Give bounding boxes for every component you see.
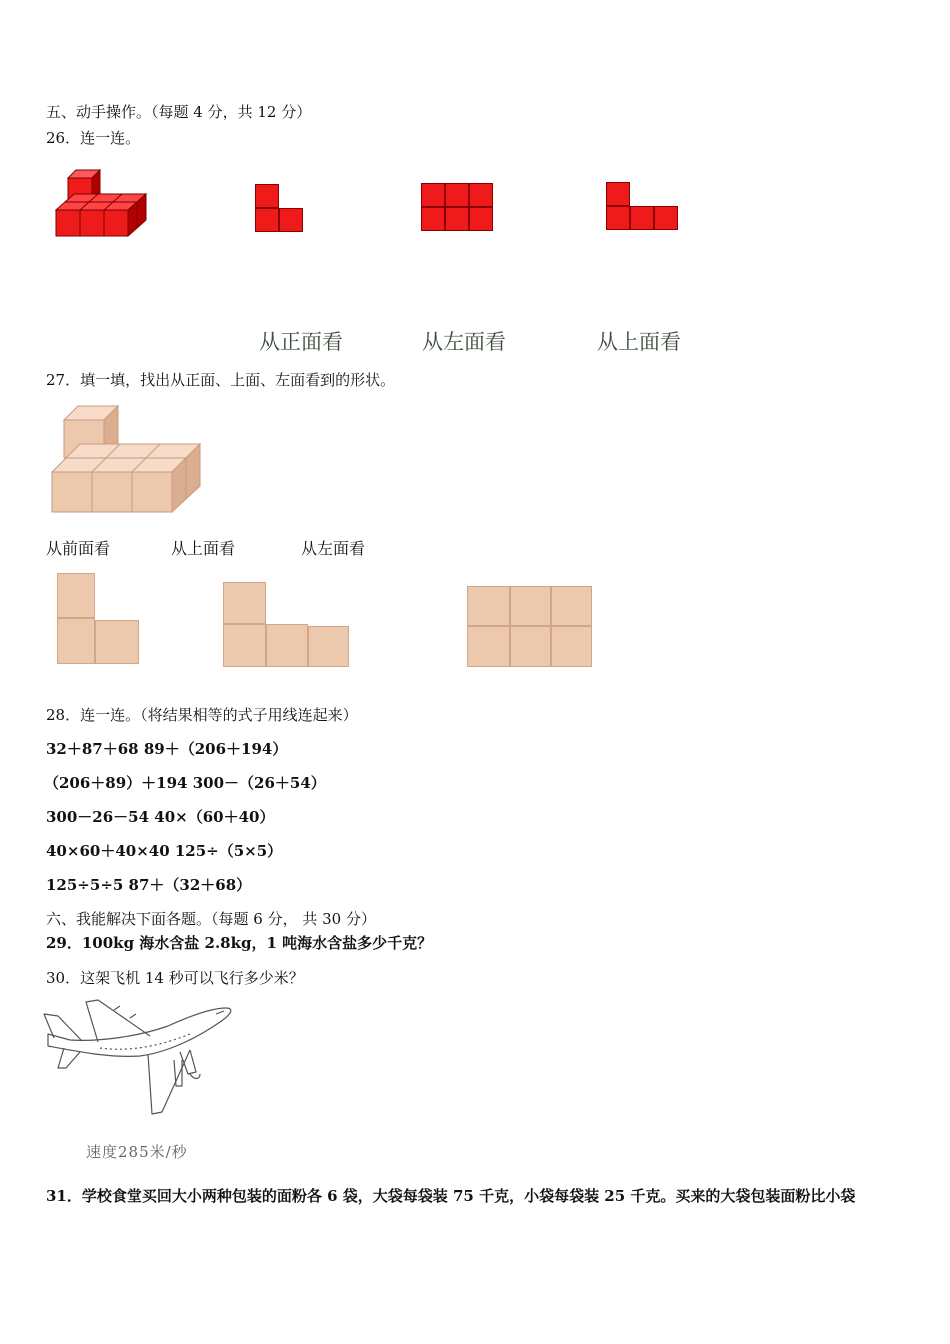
tan-square [510,626,551,667]
question-30: 30．这架飞机 14 秒可以飞行多少米？ [46,969,304,987]
tan-square [551,586,592,626]
red-square [421,207,445,231]
red-square [606,206,630,230]
speed-label: 速度285米/秒 [86,1143,188,1161]
caption-front-view: 从正面看 [259,330,343,354]
red-square [445,183,469,207]
tan-square [95,620,139,664]
red-square [469,207,493,231]
expression-row: 32＋87＋68 89＋（206＋194） [46,740,288,758]
expression-row: （206＋89）＋194 300－（26＋54） [44,774,326,792]
tan-square [308,626,349,667]
tan-square [510,586,551,626]
red-square [255,184,279,208]
red-square [469,183,493,207]
question-31: 31．学校食堂买回大小两种包装的面粉各 6 袋，大袋每袋装 75 千克，小袋每袋装 25 千克。买来的大袋包装面粉比小袋 [46,1187,856,1205]
expression-row: 40×60＋40×40 125÷（5×5） [46,842,283,860]
tan-cube-stack-figure [50,404,206,516]
tan-square [266,624,308,667]
red-cube-stack-figure [52,168,152,244]
expression-row: 125÷5÷5 87＋（32＋68） [46,876,252,894]
label-front-view: 从前面看 [46,539,111,558]
caption-top-view: 从上面看 [597,330,681,354]
red-square [421,183,445,207]
red-square [255,208,279,232]
caption-left-view: 从左面看 [422,330,506,354]
tan-square [57,618,95,664]
section-5-title: 五、动手操作。（每题 4 分，共 12 分） [46,103,312,121]
tan-square [467,586,510,626]
question-29: 29．100kg 海水含盐 2.8kg，1 吨海水含盐多少千克？ [46,934,433,952]
tan-square [57,573,95,618]
label-left-view: 从左面看 [301,539,366,558]
expression-row: 300－26－54 40×（60＋40） [46,808,275,826]
red-square [445,207,469,231]
tan-square [223,582,266,624]
red-square [606,182,630,206]
tan-square [551,626,592,667]
question-27: 27．填一填，找出从正面、上面、左面看到的形状。 [46,371,396,389]
section-6-title: 六、我能解决下面各题。（每题 6 分， 共 30 分） [46,910,376,928]
label-top-view: 从上面看 [171,539,236,558]
red-square [630,206,654,230]
tan-square [223,624,266,667]
tan-square [467,626,510,667]
airplane-figure [40,996,236,1122]
red-square [279,208,303,232]
red-square [654,206,678,230]
question-26: 26．连一连。 [46,129,141,147]
question-28: 28．连一连。（将结果相等的式子用线连起来） [46,706,358,724]
